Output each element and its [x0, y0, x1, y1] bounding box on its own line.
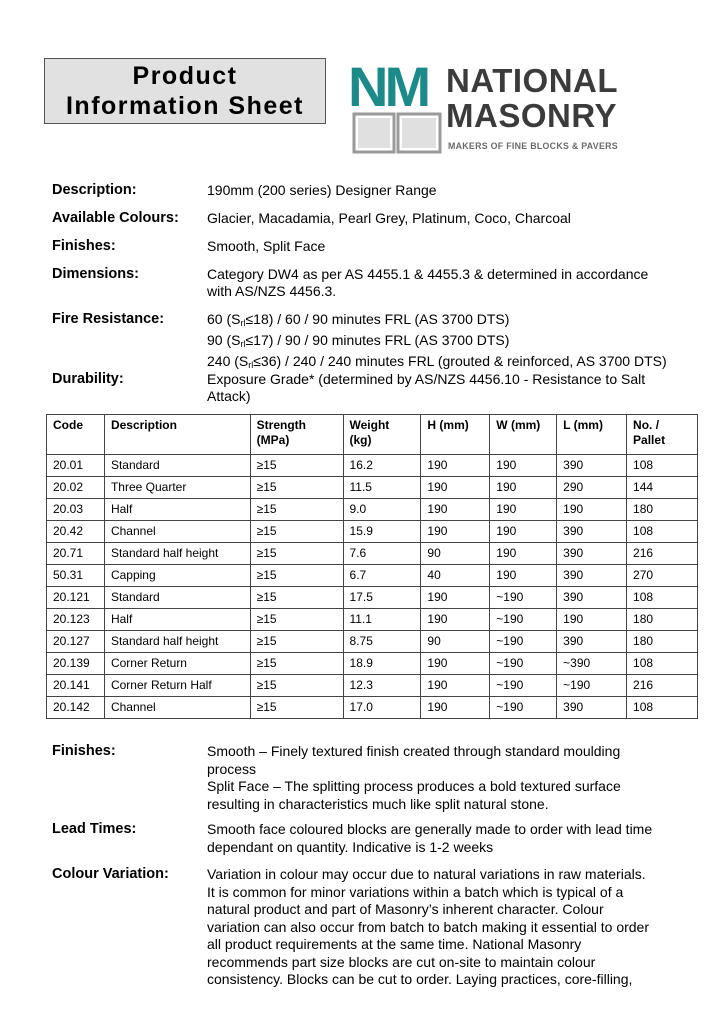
cell-pallet: 216 [627, 675, 698, 697]
cell-length: ~390 [557, 653, 627, 675]
note-label: Lead Times: [52, 821, 137, 837]
table-row [47, 697, 698, 719]
spec-value [207, 371, 682, 405]
cell-width: 190 [490, 499, 557, 521]
table-row [47, 675, 698, 697]
spec-label: Dimensions: [52, 266, 140, 282]
table-row [47, 587, 698, 609]
cell-description: Capping [104, 565, 250, 587]
cell-width: ~190 [490, 587, 557, 609]
note-label: Finishes: [52, 743, 116, 759]
cell-code: 20.02 [47, 477, 105, 499]
note-line: It is common for minor variations within a batch which is typical of a [207, 883, 624, 900]
logo-word-national: NATIONAL [446, 62, 619, 99]
cell-strength: ≥15 [250, 477, 343, 499]
cell-weight: 17.5 [343, 587, 421, 609]
cell-width: ~190 [490, 675, 557, 697]
note-line: variation can also occur from batch to batch making it essential to order [207, 918, 649, 935]
fire-line-3: 240 $(S_{rl}\le 36) / 240 / 240$ minutes FRL (grouted & reinforced, AS 3700 DTS) [207, 353, 667, 370]
cell-length: ~190 [557, 675, 627, 697]
table-row [47, 499, 698, 521]
note-line: consistency. Blocks can be cut to order. Laying practices, core-filling, [207, 971, 633, 987]
cell-pallet: 108 [627, 455, 698, 477]
cell-code: 20.141 [47, 675, 105, 697]
table-header-row [47, 415, 698, 455]
cell-description: Standard half height [104, 543, 250, 565]
page-title-box [44, 58, 326, 124]
cell-pallet: 180 [627, 609, 698, 631]
cell-strength: ≥15 [250, 697, 343, 719]
spec-label: Available Colours: [52, 210, 179, 226]
cell-width: 190 [490, 543, 557, 565]
note-line: recommends part size blocks are cut on-site to maintain colour [207, 953, 596, 970]
cell-width: 190 [490, 521, 557, 543]
table-row [47, 565, 698, 587]
logo-tagline: MAKERS OF FINE BLOCKS & PAVERS [448, 141, 618, 151]
spec-value [207, 266, 682, 300]
spec-label: Finishes: [52, 238, 116, 254]
col-header-length: L (mm) [557, 415, 627, 455]
cell-strength: ≥15 [250, 521, 343, 543]
table-body [47, 455, 698, 719]
cell-height: 190 [421, 455, 490, 477]
cell-length: 190 [557, 609, 627, 631]
note-label: Colour Variation: [52, 866, 169, 882]
cell-description: Standard half height [104, 631, 250, 653]
note-value [207, 821, 677, 856]
col-header-height: H (mm) [421, 415, 490, 455]
cell-weight: 18.9 [343, 653, 421, 675]
cell-strength: ≥15 [250, 499, 343, 521]
col-header-code: Code [47, 415, 105, 455]
cell-description: Corner Return [104, 653, 250, 675]
cell-weight: 11.1 [343, 609, 421, 631]
note-line: Smooth – Finely textured finish created through standard moulding [207, 743, 621, 759]
cell-width: 190 [490, 455, 557, 477]
cell-strength: ≥15 [250, 631, 343, 653]
cell-description: Half [104, 609, 250, 631]
cell-weight: 8.75 [343, 631, 421, 653]
cell-pallet: 180 [627, 631, 698, 653]
cell-length: 190 [557, 499, 627, 521]
cell-height: 190 [421, 609, 490, 631]
cell-code: 20.123 [47, 609, 105, 631]
cell-weight: 12.3 [343, 675, 421, 697]
spec-value-line: Category DW4 as per AS 4455.1 & 4455.3 & determined in accordance [207, 266, 649, 282]
cell-description: Standard [104, 455, 250, 477]
col-header-strength: Strength (MPa) [250, 415, 343, 455]
spec-value-line: with AS/NZS 4456.3. [207, 283, 337, 299]
cell-pallet: 108 [627, 587, 698, 609]
spec-value: 190mm (200 series) Designer Range [207, 182, 437, 198]
cell-description: Standard [104, 587, 250, 609]
note-line: Variation in colour may occur due to natural variations in raw materials. [207, 866, 646, 882]
cell-width: 190 [490, 477, 557, 499]
cell-strength: ≥15 [250, 565, 343, 587]
cell-height: 190 [421, 499, 490, 521]
cell-width: ~190 [490, 697, 557, 719]
spec-label: Durability: [52, 371, 124, 387]
cell-code: 20.01 [47, 455, 105, 477]
table-row [47, 653, 698, 675]
note-line: natural product and part of Masonry’s inherent character. Colour [207, 901, 604, 917]
col-header-width: W (mm) [490, 415, 557, 455]
cell-code: 20.121 [47, 587, 105, 609]
cell-strength: ≥15 [250, 587, 343, 609]
svg-text:NM: NM [348, 56, 428, 118]
page-title-line1: Product [132, 62, 238, 90]
cell-length: 390 [557, 587, 627, 609]
note-line: process [207, 760, 257, 777]
table-row [47, 477, 698, 499]
note-line: dependant on quantity. Indicative is 1-2 weeks [207, 838, 494, 855]
table-row [47, 609, 698, 631]
cell-height: 190 [421, 521, 490, 543]
cell-height: 90 [421, 543, 490, 565]
cell-height: 190 [421, 653, 490, 675]
fire-line-1: 60 $(S_{rl}\le 18) / 60 / 90$ minutes FRL (AS 3700 DTS) [207, 311, 510, 328]
spec-value-line: Attack) [207, 388, 251, 404]
cell-strength: ≥15 [250, 675, 343, 697]
cell-code: 50.31 [47, 565, 105, 587]
table-row [47, 543, 698, 565]
cell-weight: 16.2 [343, 455, 421, 477]
cell-description: Channel [104, 521, 250, 543]
table-row [47, 631, 698, 653]
cell-weight: 6.7 [343, 565, 421, 587]
cell-height: 90 [421, 631, 490, 653]
cell-weight: 11.5 [343, 477, 421, 499]
cell-length: 390 [557, 697, 627, 719]
cell-pallet: 216 [627, 543, 698, 565]
cell-code: 20.142 [47, 697, 105, 719]
cell-width: 190 [490, 565, 557, 587]
cell-description: Channel [104, 697, 250, 719]
product-table [46, 414, 698, 719]
cell-height: 190 [421, 477, 490, 499]
fire-line-2: 90 $(S_{rl}\le 17) / 90 / 90$ minutes FRL (AS 3700 DTS) [207, 332, 510, 349]
cell-description: Three Quarter [104, 477, 250, 499]
cell-code: 20.42 [47, 521, 105, 543]
spec-value-line: Exposure Grade* (determined by AS/NZS 4456.10 - Resistance to Salt [207, 371, 646, 387]
note-line: Smooth face coloured blocks are generally made to order with lead time [207, 821, 653, 837]
cell-code: 20.03 [47, 499, 105, 521]
cell-weight: 9.0 [343, 499, 421, 521]
cell-length: 390 [557, 543, 627, 565]
cell-pallet: 270 [627, 565, 698, 587]
cell-width: ~190 [490, 609, 557, 631]
cell-strength: ≥15 [250, 455, 343, 477]
spec-label: Fire Resistance: [52, 311, 165, 327]
cell-pallet: 108 [627, 697, 698, 719]
cell-pallet: 180 [627, 499, 698, 521]
note-line: resulting in characteristics much like split natural stone. [207, 795, 549, 812]
cell-pallet: 144 [627, 477, 698, 499]
col-header-description: Description [104, 415, 250, 455]
cell-length: 290 [557, 477, 627, 499]
cell-length: 390 [557, 455, 627, 477]
cell-width: ~190 [490, 653, 557, 675]
cell-pallet: 108 [627, 653, 698, 675]
spec-value [207, 311, 682, 374]
col-header-weight: Weight (kg) [343, 415, 421, 455]
logo-word-masonry: MASONRY [446, 97, 617, 134]
cell-pallet: 108 [627, 521, 698, 543]
cell-width: ~190 [490, 631, 557, 653]
spec-value: Smooth, Split Face [207, 238, 326, 254]
cell-strength: ≥15 [250, 543, 343, 565]
cell-length: 390 [557, 521, 627, 543]
cell-code: 20.127 [47, 631, 105, 653]
note-line: Split Face – The splitting process produces a bold textured surface [207, 778, 621, 794]
cell-height: 190 [421, 675, 490, 697]
table-row [47, 521, 698, 543]
cell-strength: ≥15 [250, 609, 343, 631]
cell-length: 390 [557, 565, 627, 587]
nm-logo-mark-icon [348, 56, 448, 158]
cell-description: Half [104, 499, 250, 521]
note-line: all product requirements at the same time. National Masonry [207, 936, 582, 952]
cell-weight: 15.9 [343, 521, 421, 543]
national-masonry-logo [348, 56, 678, 158]
table-row [47, 455, 698, 477]
cell-height: 190 [421, 697, 490, 719]
cell-description: Corner Return Half [104, 675, 250, 697]
cell-height: 40 [421, 565, 490, 587]
cell-length: 390 [557, 631, 627, 653]
spec-label: Description: [52, 182, 137, 198]
page-title-line2: Information Sheet [65, 92, 304, 120]
cell-height: 190 [421, 587, 490, 609]
cell-strength: ≥15 [250, 653, 343, 675]
col-header-pallet: No. / Pallet [627, 415, 698, 455]
cell-code: 20.71 [47, 543, 105, 565]
cell-weight: 17.0 [343, 697, 421, 719]
spec-value: Glacier, Macadamia, Pearl Grey, Platinum, Coco, Charcoal [207, 210, 571, 226]
cell-weight: 7.6 [343, 543, 421, 565]
note-value [207, 743, 677, 813]
cell-code: 20.139 [47, 653, 105, 675]
note-value [207, 866, 677, 989]
